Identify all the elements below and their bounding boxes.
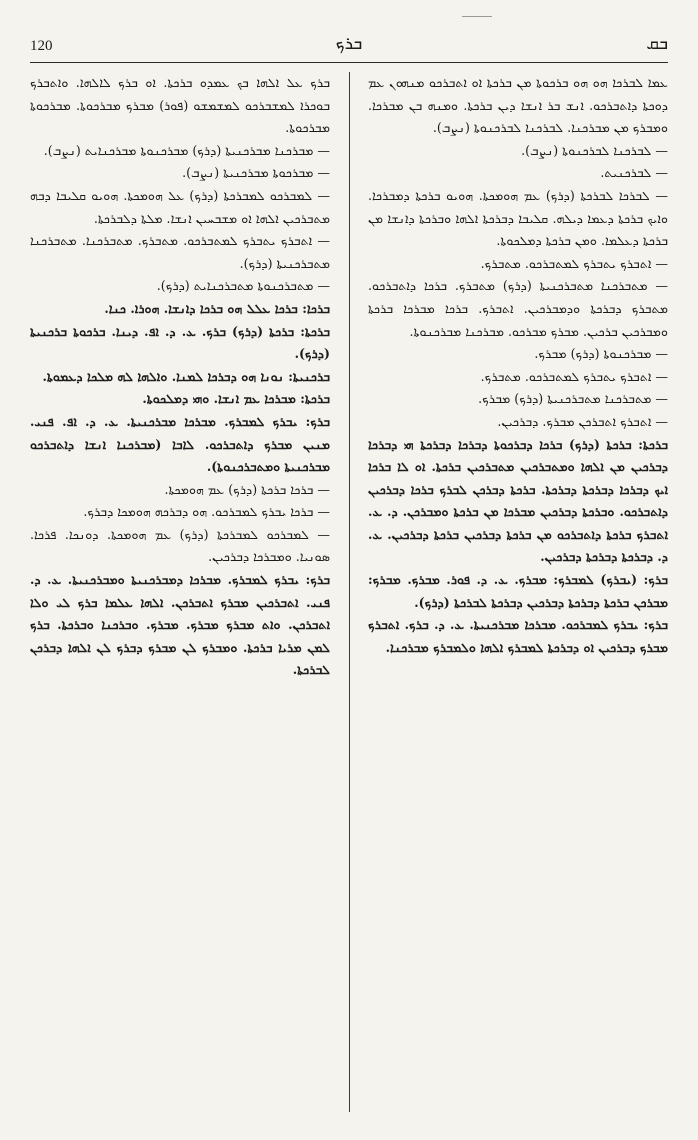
- column-divider: [349, 72, 350, 1112]
- dictionary-entry: — ܡܬܒܪܟܢܐ ܡܬܒܪܟܢܝܬܐ (ܕܪܟ) ܡܒܪܟ.: [478, 391, 668, 407]
- dictionary-entry: ܒܪܟ ܥܠ ܐܠܗܐ ܒܟ ܥܡܕܘ ܒܪܟܬܐ. ܐܘ ܒܪܟ ܠܐܠܗܐ. ܘܐܬܒܪܟ ܒܘܟܪܐ ܠܡܫܒܪܟܘ ܠܡܫܡܫܘ (ܦܘܪ) ܡܒܪܟ ܡܒܪܟܘܬܐ. ܡܒܪܟܘܬܐ ܡܒܪܟܘܬܐ.: [30, 75, 330, 136]
- dictionary-entry: — ܐܬܒܪܟ ܐܬܒܪܟܢ ܡܒܪܟ. ܕܒܪܟܝܢ.: [497, 413, 668, 429]
- left-column: [30, 72, 330, 1112]
- top-mark: [462, 16, 492, 17]
- dictionary-entry: — ܠܒܪܟܢܐ ܠܒܪܟܢܘܬܐ (ܢܨܒ).: [521, 142, 668, 158]
- running-title: ܒܪܟ: [335, 34, 363, 54]
- dictionary-entry: — ܡܒܪܟܢܐ ܡܒܪܟܢܝܬܐ (ܕܪܟ) ܡܒܪܟܢܘܬܐ ܡܒܪܟܢܐܝܬ (ܢܨܒ).: [43, 142, 330, 158]
- dictionary-entry: — ܠܒܪܟܐ ܠܒܪܟܬܐ (ܕܪܟ) ܥܡ ܗܘܡܟܬܐ. ܗܘܝܘ ܒܪܟܬܐ ܕܡܒܪܟܐ. ܘܐܝܟ ܒܪܟܬܐ ܕܥܡܐ ܕܝܠܗ. ܩܠܝܒܐ ܕܒܪܟܬܐ ܐܠܗܐ ܘܒܪܟܬܐ ܕܐܢܫܐ ܡܢ ܒܪܟܬܐ ܕܥܠܡܐ. ܘܡܢ ܒܪܟܬܐ ܕܡܠܟܘܬܐ.: [368, 187, 668, 249]
- dictionary-entry: — ܡܒܪܟܘܬܐ ܡܒܪܟܢܝܬܐ (ܢܨܒ).: [182, 165, 330, 181]
- right-column: [368, 72, 668, 1112]
- dictionary-entry: ܥܡܐ ܠܒܪܟܐ ܗܘ ܗܘ ܒܪܟܘܬܐ ܡܢ ܒܪܟܬܐ ܐܘ ܐܬܒܪܟܘ ܡܢܗܘܢ ܥܡ ܕܘܟܬܐ ܕܐܬܒܪܟܘ. ܐܢܫ ܒܪ ܐܢܫܐ ܕܝܢ ܒܪܟܬܐ. ܘܡܢܗ ܒܢ ܡܒܪܟܐ. ܘܡܒܪܟ ܡܢ ܡܒܪܟܢܐ. ܠܒܪܟܢܐ ܠܒܪܟܢܘܬܐ (ܢܨܒ).: [368, 75, 668, 136]
- dictionary-entry: — ܒܪܟܐ ܒܪܟܬܐ (ܕܪܟ) ܥܡ ܗܘܡܟܬܐ.: [164, 481, 330, 497]
- dictionary-entry: — ܐܬܒܪܟ ܝܬܒܪܟ ܠܡܬܒܪܟܘ. ܡܬܒܪܟ.: [480, 368, 668, 384]
- running-head-right: ܒܩ: [646, 34, 668, 54]
- dictionary-entry: ܒܪܟܢܝܬܐ: ܢܘܢܐ ܗܘ ܕܒܪܟܐ ܠܡܢܐ. ܘܐܠܗܐ ܠܗ ܡܠܟܐ ܕܥܡܘܬܐ.: [42, 368, 330, 384]
- dictionary-entry: ܒܪܟܐ: ܒܪܟܐ ܥܠܠ ܗܘ ܒܪܟܐ ܕܐܢܫܐ. ܗܘܪܐ. ܟܢܐ.: [104, 300, 330, 316]
- dictionary-entry: ܒܪܟ: (ܝܒܪܟ) ܠܡܒܪܟ: ܡܒܪܟ. ܥ. ܕ. ܦܘܪ. ܡܒܪܟ. ܡܒܪܟ: ܡܒܪܟܢ ܒܪܟܬܐ ܕܒܪܟܬܐ ܕܒܪܟܝܢ ܕܒܪܟܬܐ ܠܒܪܟܬܐ (ܕܪܟ).: [368, 572, 668, 610]
- page-number: 120: [30, 38, 53, 54]
- dictionary-entry: — ܠܒܪܟܢܝܬ.: [600, 165, 668, 181]
- dictionary-entry: — ܠܡܒܪܟܘ ܠܡܒܪܟܬܐ (ܕܪܟ) ܥܡ ܗܘܡܟܬܐ. ܕܘܢܟܐ. ܦܪܟܐ. ܣܘܢܝܐ. ܘܡܒܪܟܐ ܕܒܪܟܝܢ.: [30, 526, 330, 565]
- dictionary-entry: ܒܪܟ: ܝܒܪܟ ܠܡܒܪܟ. ܡܒܪܟܐ ܕܡܒܪܟܢܝܬܐ ܘܡܒܪܟܢܝܬܐ. ܥ. ܕ. ܦܢܝ. ܐܬܒܪܟܝܢ ܡܒܪܟ ܐܬܒܪܟܢ. ܐܠܗܐ ܥܠܡܐ ܒܪܟ ܠܝ ܘܠܐ ܐܬܒܪܟܢ. ܘܐܬ ܡܒܪܟ ܡܒܪܟ. ܡܒܪܟ. ܘܒܪܟܢܐ ܘܒܪܟܬܐ. ܒܪܟ ܠܡܢ ܡܪܝܐ ܒܪܟܬܐ. ܘܡܒܪܟ ܠܢ ܡܒܪܟ ܕܒܪܟ ܠܢ ܐܠܗܐ ܕܒܪܟܢ ܠܒܪܟܬܐ.: [30, 572, 330, 678]
- dictionary-entry: ܒܪܟܬܐ: ܒܪܟܬܐ (ܕܪܟ) ܒܪܟܐ ܕܒܪܟܘܬܐ ܕܒܪܟܐ ܕܒܪܟܬܐ ܗܝ ܕܒܪܟܐ ܕܒܪܟܝܢ ܡܢ ܐܠܗܐ ܘܡܬܒܪܟܝܢ ܡܬܒܪܟܝܢ ܒܪܟܬܐ. ܐܘ ܠܐ ܒܪܟܐ ܐܝܟ ܕܒܪܟܐ ܕܒܪܟܬܐ ܕܒܪܟܬܐ. ܒܪܟܬܐ ܕܒܪܟܢ ܠܒܪܟ ܒܪܟܐ ܕܒܪܟܝܢ ܕܐܬܒܪܟܘ. ܘܒܪܟܬܐ ܕܒܪܟܝܢ ܡܒܪܟܐ ܡܢ ܒܪܟܬܐ ܘܡܒܪܟܢ. ܕ. ܥ. ܐܬܒܪܟ ܒܪܟܬܐ ܕܐܬܒܪܟܘ ܡܢ ܒܪܟܬܐ ܕܒܪܟܝܢ ܒܪܟܬܐ ܕܒܪܟܝܢ. ܥ. ܕ. ܕܒܪܟܬܐ ܕܒܪܟܬܐ ܕܒܪܟܝܢ.: [368, 436, 668, 565]
- header-rule: [30, 62, 668, 63]
- page-header: [30, 30, 668, 60]
- dictionary-entry: — ܐܬܒܪܟ ܝܬܒܪܟ ܠܡܬܒܪܟܘ. ܡܬܒܪܟ. ܡܬܒܪܟܢܐ. ܡܬܒܪܟܢܐ ܡܬܒܪܟܢܝܬܐ (ܕܪܟ).: [30, 233, 330, 271]
- dictionary-entry: ܒܪܟ: ܝܒܪܟ ܠܡܒܪܟ. ܡܒܪܟܐ ܡܒܪܟܢܝܬܐ. ܥ. ܕ. ܐܦ. ܦܢܝ. ܡܢܝܢ ܡܒܪܟ ܕܐܬܒܪܟܘ. ܠܐܒܐ (ܡܒܪܟܢܐ ܐܢܫܐ ܕܐܬܒܪܟܘ ܡܒܪܟܢܝܬܐ ܘܡܬܒܪܟܢܘܬܐ).: [30, 413, 330, 475]
- dictionary-entry: — ܠܡܒܪܟܘ ܠܡܒܪܟܬܐ (ܕܪܟ) ܥܠ ܗܘܡܟܬܐ. ܗܘܝܘ ܩܠܝܒܐ ܕܒܗ ܡܬܒܪܟܝܢ ܐܠܗܐ ܐܘ ܡܫܒܚܝܢ ܐܢܫܐ. ܡܠܬܐ ܕܠܒܪܟܬܐ.: [30, 187, 330, 226]
- dictionary-entry: — ܒܪܟܐ ܝܒܪܟ ܠܡܒܪܟܘ. ܗܘ ܕܒܪܟܗ ܗܘܡܟܐ ܕܒܪܟ.: [83, 504, 330, 520]
- dictionary-entry: — ܐܬܒܪܟ ܝܬܒܪܟ ܠܡܬܒܪܟܘ. ܡܬܒܪܟ.: [480, 255, 668, 271]
- dictionary-entry: — ܡܬܒܪܟܢܐ ܡܬܒܪܟܢܝܬܐ (ܕܪܟ) ܡܬܒܪܟ. ܒܪܟܐ ܕܐܬܒܪܟܘ. ܡܬܒܪܟ ܕܒܪܟܬܐ ܘܕܡܒܪܟܝܢ. ܐܬܒܪܟ. ܒܪܟܐ ܡܒܪܟܐ ܒܪܟܬܐ ܘܡܒܪܟܝܢ ܒܪܟܝܢ. ܡܒܪܟ ܡܒܪܟܘ. ܡܒܪܟܢܐ ܡܒܪܟܢܘܬܐ.: [368, 278, 668, 339]
- dictionary-entry: ܒܪܟ: ܝܒܪܟ ܠܡܒܪܟܘ. ܡܒܪܟܐ ܡܒܪܟܢܝܬܐ. ܥ. ܕ. ܒܪܟ. ܐܬܒܪܟ ܡܒܪܟ ܕܒܪܟܝܢ ܐܘ ܕܒܪܟܬܐ ܠܡܒܪܟ ܐܠܗܐ ܘܠܡܒܪܟ ܡܒܪܟܢܐ.: [368, 617, 668, 655]
- dictionary-entry: ܒܪܟܬܐ: ܒܪܟܬܐ (ܕܪܟ) ܒܪܟ. ܥ. ܕ. ܐܦ. ܕܝܢܐ. ܒܪܟܘܬܐ ܒܪܟܢܝܬܐ (ܕܪܟ).: [30, 323, 330, 362]
- dictionary-entry: ܒܪܟܬܐ: ܡܒܪܟܐ ܥܡ ܐܢܫܐ. ܘܗܝ ܕܡܠܟܘܬܐ.: [142, 391, 330, 407]
- dictionary-entry: — ܡܒܪܟܢܘܬܐ (ܕܪܟ) ܡܒܪܟ.: [534, 346, 668, 362]
- dictionary-entry: — ܡܬܒܪܟܢܘܬܐ ܡܬܒܪܟܢܐܝܬ (ܕܪܟ).: [156, 278, 330, 294]
